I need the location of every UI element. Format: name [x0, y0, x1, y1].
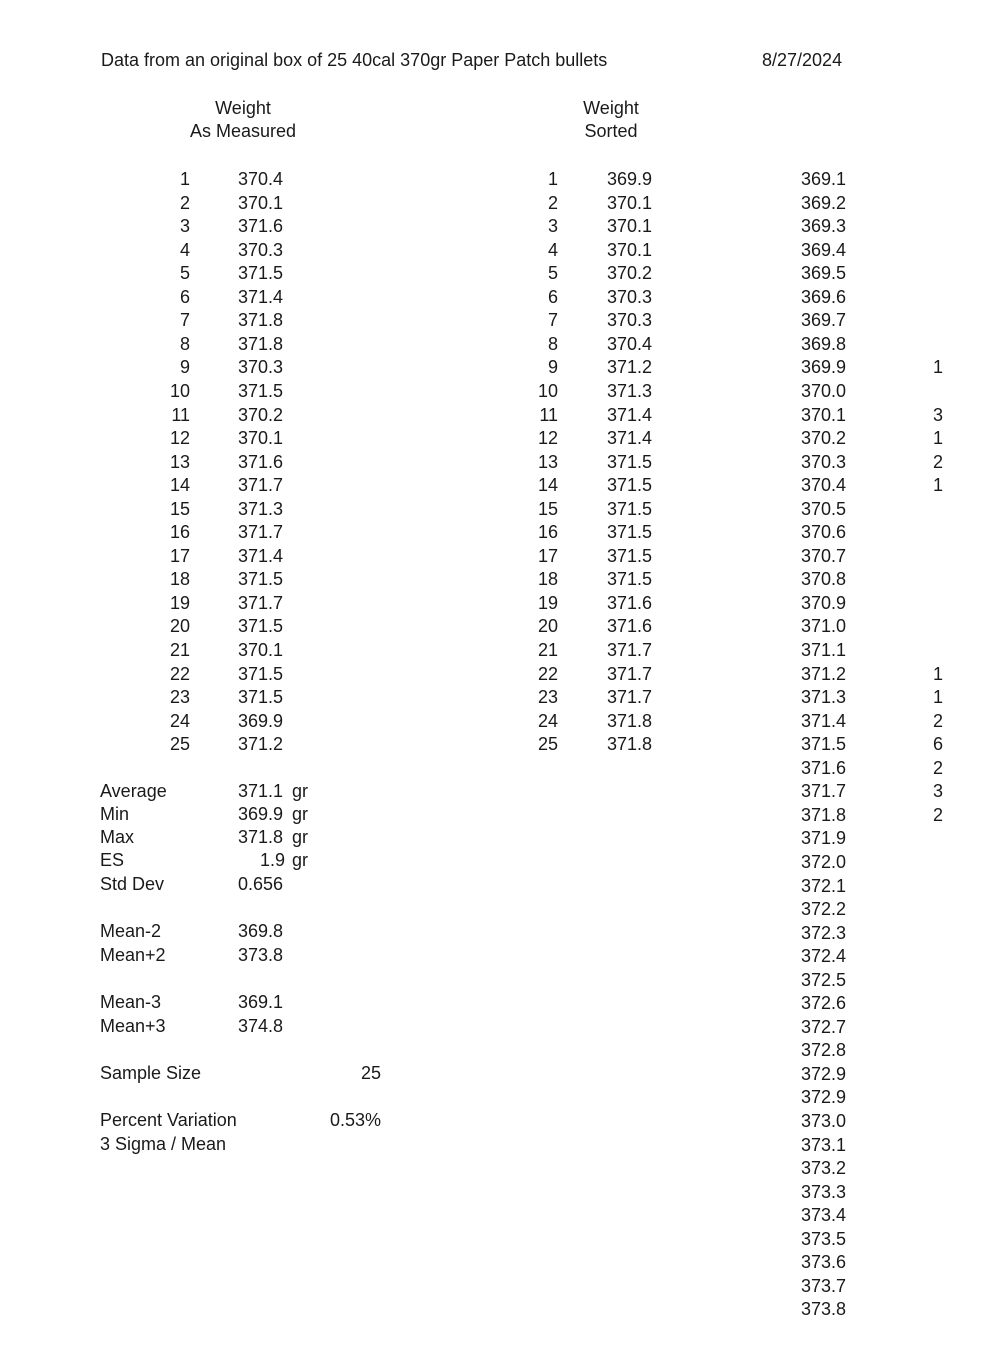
mean-minus3-label: Mean-3 — [100, 992, 162, 1012]
row-index: 11 — [171, 404, 190, 425]
row-index: 2 — [179, 192, 190, 213]
row-weight: 371.7 — [607, 640, 653, 660]
row-weight: 371.5 — [238, 663, 284, 684]
sample-size-value: 25 — [360, 1063, 381, 1083]
row-index: 8 — [547, 333, 558, 354]
row-index: 4 — [179, 239, 190, 260]
row-index: 2 — [547, 192, 558, 213]
sigma-note: 3 Sigma / Mean — [100, 1134, 227, 1154]
bin-weight: 371.9 — [800, 828, 846, 849]
row-weight: 371.7 — [607, 687, 653, 708]
row-weight: 370.2 — [238, 404, 284, 425]
table-row — [0, 1086, 1000, 1108]
row-weight: 371.5 — [607, 545, 653, 566]
row-weight: 371.5 — [607, 475, 653, 496]
row-weight: 371.3 — [238, 498, 284, 519]
row-index: 24 — [169, 710, 190, 731]
bin-weight: 372.7 — [800, 1016, 846, 1037]
row-index: 11 — [539, 404, 558, 425]
bin-weight: 370.1 — [800, 404, 846, 425]
row-index: 7 — [547, 310, 558, 331]
row-index: 15 — [169, 498, 190, 519]
row-index: 16 — [537, 522, 558, 543]
row-index: 23 — [169, 687, 190, 708]
bin-weight: 373.7 — [800, 1275, 846, 1296]
table-row — [0, 663, 1000, 685]
row-index: 12 — [537, 428, 558, 449]
bin-weight: 372.8 — [800, 1040, 846, 1061]
mean-plus3-value: 374.8 — [238, 1016, 284, 1036]
row-index: 4 — [547, 239, 558, 260]
bin-weight: 373.4 — [800, 1205, 846, 1226]
sorted-heading-sorted: Sorted — [584, 121, 638, 141]
bin-weight: 369.9 — [800, 357, 846, 378]
bin-weight: 373.0 — [800, 1111, 846, 1131]
bin-weight: 371.7 — [800, 781, 846, 802]
row-weight: 371.5 — [238, 616, 284, 637]
row-index: 6 — [179, 286, 190, 307]
bin-weight: 369.8 — [800, 333, 846, 354]
table-row — [0, 168, 1000, 190]
table-row — [0, 1228, 1000, 1250]
row-weight: 369.9 — [238, 710, 284, 731]
bin-count: 1 — [932, 663, 943, 684]
bin-weight: 369.4 — [800, 239, 846, 260]
max-unit: gr — [292, 827, 309, 847]
table-row — [0, 1157, 1000, 1179]
row-weight: 370.1 — [238, 640, 284, 660]
row-index: 8 — [179, 333, 190, 354]
min-value: 369.9 — [238, 804, 284, 824]
row-index: 1 — [547, 169, 558, 189]
table-row — [0, 851, 1000, 873]
table-row — [0, 1298, 1000, 1320]
bin-weight: 373.3 — [800, 1181, 846, 1202]
row-index: 5 — [179, 263, 190, 284]
bin-weight: 372.2 — [800, 899, 846, 920]
bin-weight: 369.3 — [800, 216, 846, 237]
bin-weight: 370.7 — [800, 545, 846, 566]
table-row — [0, 568, 1000, 590]
row-weight: 371.5 — [238, 380, 284, 401]
bin-weight: 371.5 — [800, 734, 846, 755]
mean-minus3-value: 369.1 — [238, 992, 284, 1012]
row-weight: 370.1 — [607, 216, 653, 237]
table-row — [0, 192, 1000, 214]
table-row — [0, 404, 1000, 426]
table-row — [0, 521, 1000, 543]
bin-weight: 373.2 — [800, 1158, 846, 1179]
bin-count: 2 — [932, 804, 943, 825]
row-weight: 370.4 — [238, 169, 284, 189]
bin-weight: 371.8 — [800, 804, 846, 825]
row-index: 17 — [537, 545, 558, 566]
table-row — [0, 498, 1000, 520]
bin-weight: 370.9 — [800, 592, 846, 613]
table-row — [0, 239, 1000, 261]
bin-count: 1 — [932, 428, 943, 449]
measured-heading-weight: Weight — [215, 98, 271, 118]
bin-weight: 373.6 — [800, 1252, 846, 1273]
row-index: 14 — [169, 475, 190, 496]
row-index: 21 — [537, 640, 558, 660]
table-row — [0, 615, 1000, 637]
min-label: Min — [100, 804, 130, 824]
row-index: 3 — [547, 216, 558, 237]
row-index: 21 — [169, 640, 190, 660]
table-row — [0, 1039, 1000, 1061]
bin-weight: 373.1 — [800, 1134, 846, 1155]
row-weight: 370.3 — [607, 310, 653, 331]
row-index: 13 — [169, 451, 190, 472]
row-index: 20 — [169, 616, 190, 637]
average-unit: gr — [292, 781, 309, 801]
bin-weight: 373.8 — [800, 1299, 846, 1320]
bin-weight: 372.3 — [800, 922, 846, 943]
row-weight: 369.9 — [607, 169, 653, 189]
row-weight: 371.7 — [238, 522, 284, 543]
bin-weight: 372.9 — [800, 1087, 846, 1108]
row-index: 23 — [537, 687, 558, 708]
table-row — [0, 1275, 1000, 1297]
row-index: 9 — [179, 357, 190, 378]
page-title: Data from an original box of 25 40cal 370gr Paper Patch bullets — [101, 50, 608, 70]
sample-size-label: Sample Size — [100, 1063, 202, 1083]
bin-weight: 370.6 — [800, 522, 846, 543]
row-weight: 371.7 — [238, 592, 284, 613]
row-index: 19 — [169, 592, 190, 613]
es-label: ES — [100, 850, 125, 870]
table-row — [0, 356, 1000, 378]
bin-count: 2 — [932, 451, 943, 472]
table-row — [0, 427, 1000, 449]
sorted-heading-weight: Weight — [583, 98, 639, 118]
stddev-label: Std Dev — [100, 874, 165, 894]
bin-weight: 369.6 — [800, 286, 846, 307]
row-weight: 371.8 — [238, 333, 284, 354]
bin-weight: 371.6 — [800, 757, 846, 778]
row-weight: 371.3 — [607, 380, 653, 401]
row-index: 18 — [169, 569, 190, 590]
average-label: Average — [100, 781, 167, 801]
table-row — [0, 969, 1000, 991]
bin-count: 6 — [932, 734, 943, 755]
table-row — [0, 757, 1000, 779]
table-row — [0, 286, 1000, 308]
table-row — [0, 451, 1000, 473]
table-row — [0, 898, 1000, 920]
row-weight: 371.5 — [607, 498, 653, 519]
row-index: 20 — [537, 616, 558, 637]
row-weight: 371.4 — [238, 545, 284, 566]
bin-weight: 371.3 — [800, 687, 846, 708]
row-index: 12 — [169, 428, 190, 449]
measured-heading-as-measured: As Measured — [189, 121, 297, 141]
bin-weight: 372.0 — [800, 851, 846, 872]
row-weight: 371.6 — [607, 616, 653, 637]
row-weight: 371.2 — [607, 357, 653, 378]
mean-minus2-value: 369.8 — [238, 921, 284, 941]
table-row — [0, 474, 1000, 496]
table-row — [0, 1204, 1000, 1226]
bin-weight: 369.7 — [800, 310, 846, 331]
bin-count: 3 — [932, 404, 943, 425]
row-index: 15 — [537, 498, 558, 519]
percent-variation-value: 0.53% — [329, 1110, 381, 1130]
row-weight: 371.6 — [238, 216, 284, 237]
row-weight: 370.1 — [238, 428, 284, 449]
bin-weight: 371.2 — [800, 663, 846, 684]
bin-weight: 373.5 — [800, 1228, 846, 1249]
table-row — [0, 1181, 1000, 1203]
table-row — [0, 639, 1000, 661]
max-value: 371.8 — [238, 827, 284, 847]
bin-count: 1 — [932, 357, 943, 378]
table-row — [0, 380, 1000, 402]
row-index: 10 — [537, 380, 558, 401]
bin-weight: 370.0 — [800, 380, 846, 401]
row-weight: 371.5 — [607, 522, 653, 543]
row-index: 17 — [169, 545, 190, 566]
row-weight: 371.5 — [607, 569, 653, 590]
row-index: 10 — [169, 380, 190, 401]
row-index: 25 — [169, 734, 190, 755]
average-value: 371.1 — [238, 781, 284, 801]
row-weight: 370.1 — [238, 192, 284, 213]
row-weight: 371.7 — [607, 663, 653, 684]
row-weight: 371.5 — [607, 451, 653, 472]
row-index: 6 — [547, 286, 558, 307]
stddev-value: 0.656 — [238, 874, 284, 894]
row-weight: 371.4 — [607, 428, 653, 449]
bin-count: 3 — [932, 781, 943, 802]
bin-weight: 372.9 — [800, 1063, 846, 1084]
row-index: 14 — [537, 475, 558, 496]
row-index: 22 — [537, 663, 558, 684]
bin-weight: 372.6 — [800, 993, 846, 1014]
row-weight: 370.1 — [607, 239, 653, 260]
row-weight: 371.5 — [238, 263, 284, 284]
mean-minus2-label: Mean-2 — [100, 921, 162, 941]
table-row — [0, 333, 1000, 355]
es-value: 1.9 — [259, 850, 285, 870]
row-weight: 371.5 — [238, 687, 284, 708]
bin-weight: 371.1 — [800, 640, 846, 660]
bin-count: 2 — [932, 757, 943, 778]
table-row — [0, 215, 1000, 237]
bin-weight: 372.5 — [800, 969, 846, 990]
row-index: 13 — [537, 451, 558, 472]
table-row — [0, 733, 1000, 755]
bin-weight: 370.3 — [800, 451, 846, 472]
mean-plus2-value: 373.8 — [238, 945, 284, 965]
table-row — [0, 545, 1000, 567]
row-weight: 371.4 — [238, 286, 284, 307]
bin-count: 1 — [932, 687, 943, 708]
bin-weight: 370.5 — [800, 498, 846, 519]
table-row — [0, 1251, 1000, 1273]
table-row — [0, 827, 1000, 849]
row-weight: 370.4 — [607, 333, 653, 354]
bin-weight: 369.1 — [800, 169, 846, 189]
bin-count: 1 — [932, 475, 943, 496]
row-index: 1 — [179, 169, 190, 189]
row-index: 5 — [547, 263, 558, 284]
row-weight: 371.2 — [238, 734, 284, 755]
row-weight: 371.7 — [238, 475, 284, 496]
percent-variation-label: Percent Variation — [100, 1110, 237, 1130]
bin-weight: 372.1 — [800, 875, 846, 896]
row-index: 25 — [537, 734, 558, 755]
bin-weight: 372.4 — [800, 946, 846, 967]
es-unit: gr — [292, 850, 309, 870]
document-date: 8/27/2024 — [762, 50, 843, 70]
row-weight: 370.3 — [238, 239, 284, 260]
row-weight: 370.3 — [607, 286, 653, 307]
row-weight: 371.5 — [238, 569, 284, 590]
table-row — [0, 262, 1000, 284]
table-row — [0, 804, 1000, 826]
table-row — [0, 309, 1000, 331]
bin-weight: 370.4 — [800, 475, 846, 496]
row-index: 19 — [537, 592, 558, 613]
row-weight: 370.1 — [607, 192, 653, 213]
bin-weight: 371.0 — [800, 616, 846, 637]
row-weight: 370.2 — [607, 263, 653, 284]
bin-weight: 369.5 — [800, 263, 846, 284]
row-index: 7 — [179, 310, 190, 331]
max-label: Max — [100, 827, 135, 847]
min-unit: gr — [292, 804, 309, 824]
row-weight: 371.6 — [607, 592, 653, 613]
row-index: 9 — [547, 357, 558, 378]
row-weight: 370.3 — [238, 357, 284, 378]
table-row — [0, 686, 1000, 708]
row-weight: 371.8 — [238, 310, 284, 331]
row-index: 22 — [169, 663, 190, 684]
row-index: 24 — [537, 710, 558, 731]
bin-weight: 369.2 — [800, 192, 846, 213]
row-weight: 371.4 — [607, 404, 653, 425]
bin-weight: 370.8 — [800, 569, 846, 590]
mean-plus3-label: Mean+3 — [100, 1016, 166, 1036]
bin-count: 2 — [932, 710, 943, 731]
bin-weight: 370.2 — [800, 428, 846, 449]
row-weight: 371.8 — [607, 734, 653, 755]
row-weight: 371.8 — [607, 710, 653, 731]
row-index: 16 — [169, 522, 190, 543]
row-index: 18 — [537, 569, 558, 590]
mean-plus2-label: Mean+2 — [100, 945, 166, 965]
row-index: 3 — [179, 216, 190, 237]
table-row — [0, 710, 1000, 732]
table-row — [0, 592, 1000, 614]
row-weight: 371.6 — [238, 451, 284, 472]
bin-weight: 371.4 — [800, 710, 846, 731]
